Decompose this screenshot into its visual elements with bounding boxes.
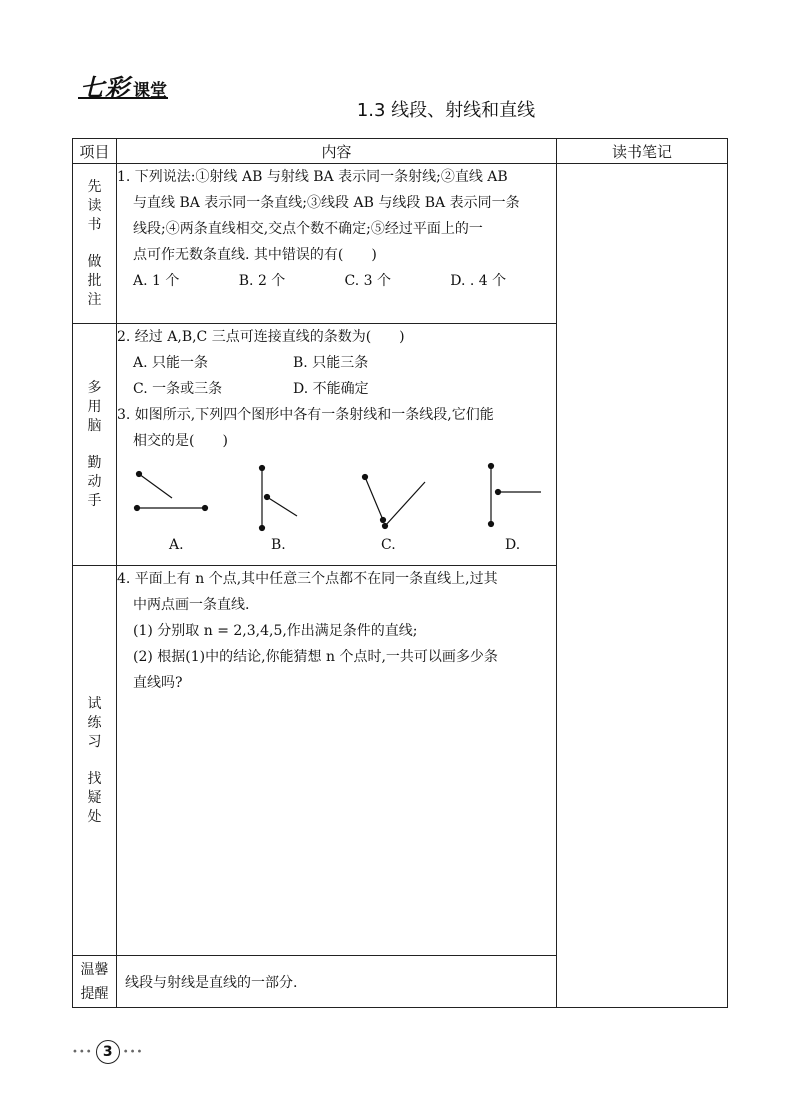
option-c: C. 3 个	[344, 273, 391, 289]
questions-2-3: 2. 经过 A,B,C 三点可连接直线的条数为( ) A. 只能一条 B. 只能三条 C. 一条或三条 D. 不能确定 3. 如图所示,下列四个图形中各有一条射线和一条线段,它们能 相交的是( ) A. B. C. D.	[117, 324, 557, 566]
figure-c	[363, 475, 426, 529]
page-dots-left: •••	[72, 1046, 93, 1058]
figure-b	[260, 466, 298, 531]
question-1-options	[117, 268, 556, 294]
question-4: 4. 平面上有 n 个点,其中任意三个点都不在同一条直线上,过其 中两点画一条直线. (1) 分别取 n = 2,3,4,5,作出满足条件的直线; (2) 根据(1)中的结论,你能猜想 n 个点时,一共可以画多少条 直线吗?	[117, 566, 557, 956]
study-table	[72, 138, 728, 1008]
page-dots-right: •••	[122, 1046, 144, 1058]
page-number	[72, 1040, 143, 1064]
question-1: 1. 下列说法:①射线 AB 与射线 BA 表示同一条射线;②直线 AB 与直线 BA 表示同一条直线;③线段 AB 与线段 BA 表示同一条 线段;④两条直线相交,交点个数不确定;⑤经过平面上的一 点可作无数条直线. 其中错误的有( ) A. 1 个 B. 2 个 C. 3 个 D. . 4 个	[117, 164, 557, 324]
question-3: 3. 如图所示,下列四个图形中各有一条射线和一条线段,它们能	[117, 407, 494, 423]
column-header-item: 项目	[73, 139, 117, 164]
column-header-content: 内容	[117, 139, 557, 164]
page-title: 1.3 线段、射线和直线	[356, 100, 536, 121]
option-a: A. 只能一条	[133, 355, 209, 371]
figure-d	[489, 464, 542, 527]
section-label-think: 多用脑 勤动手	[73, 324, 117, 566]
column-header-notes: 读书笔记	[557, 139, 728, 164]
question-3-figures	[117, 462, 556, 562]
figure-label-d: D.	[505, 537, 521, 553]
option-c: C. 一条或三条	[133, 381, 223, 397]
section-label-read: 先读书 做批注	[73, 164, 117, 324]
tip-label: 温馨 提醒	[73, 956, 117, 1008]
brand-name: 七彩	[80, 74, 130, 102]
figure-a	[135, 472, 208, 511]
section-label-practice: 试练习 找疑处	[73, 566, 117, 956]
figure-label-a: A.	[169, 537, 184, 553]
page-number-badge: 3	[96, 1040, 120, 1064]
option-a: A. 1 个	[133, 273, 180, 289]
figure-label-b: B.	[271, 537, 286, 553]
question-2: 2. 经过 A,B,C 三点可连接直线的条数为( )	[117, 329, 405, 345]
option-b: B. 2 个	[238, 273, 286, 289]
tip-text: 线段与射线是直线的一部分.	[117, 956, 557, 1008]
option-b: B. 只能三条	[293, 355, 369, 371]
option-d: D. 不能确定	[293, 381, 369, 397]
brand-sub: 课堂	[133, 81, 167, 101]
option-d: D. . 4 个	[450, 273, 507, 289]
notes-column[interactable]	[557, 164, 728, 1008]
figure-label-c: C.	[381, 537, 396, 553]
